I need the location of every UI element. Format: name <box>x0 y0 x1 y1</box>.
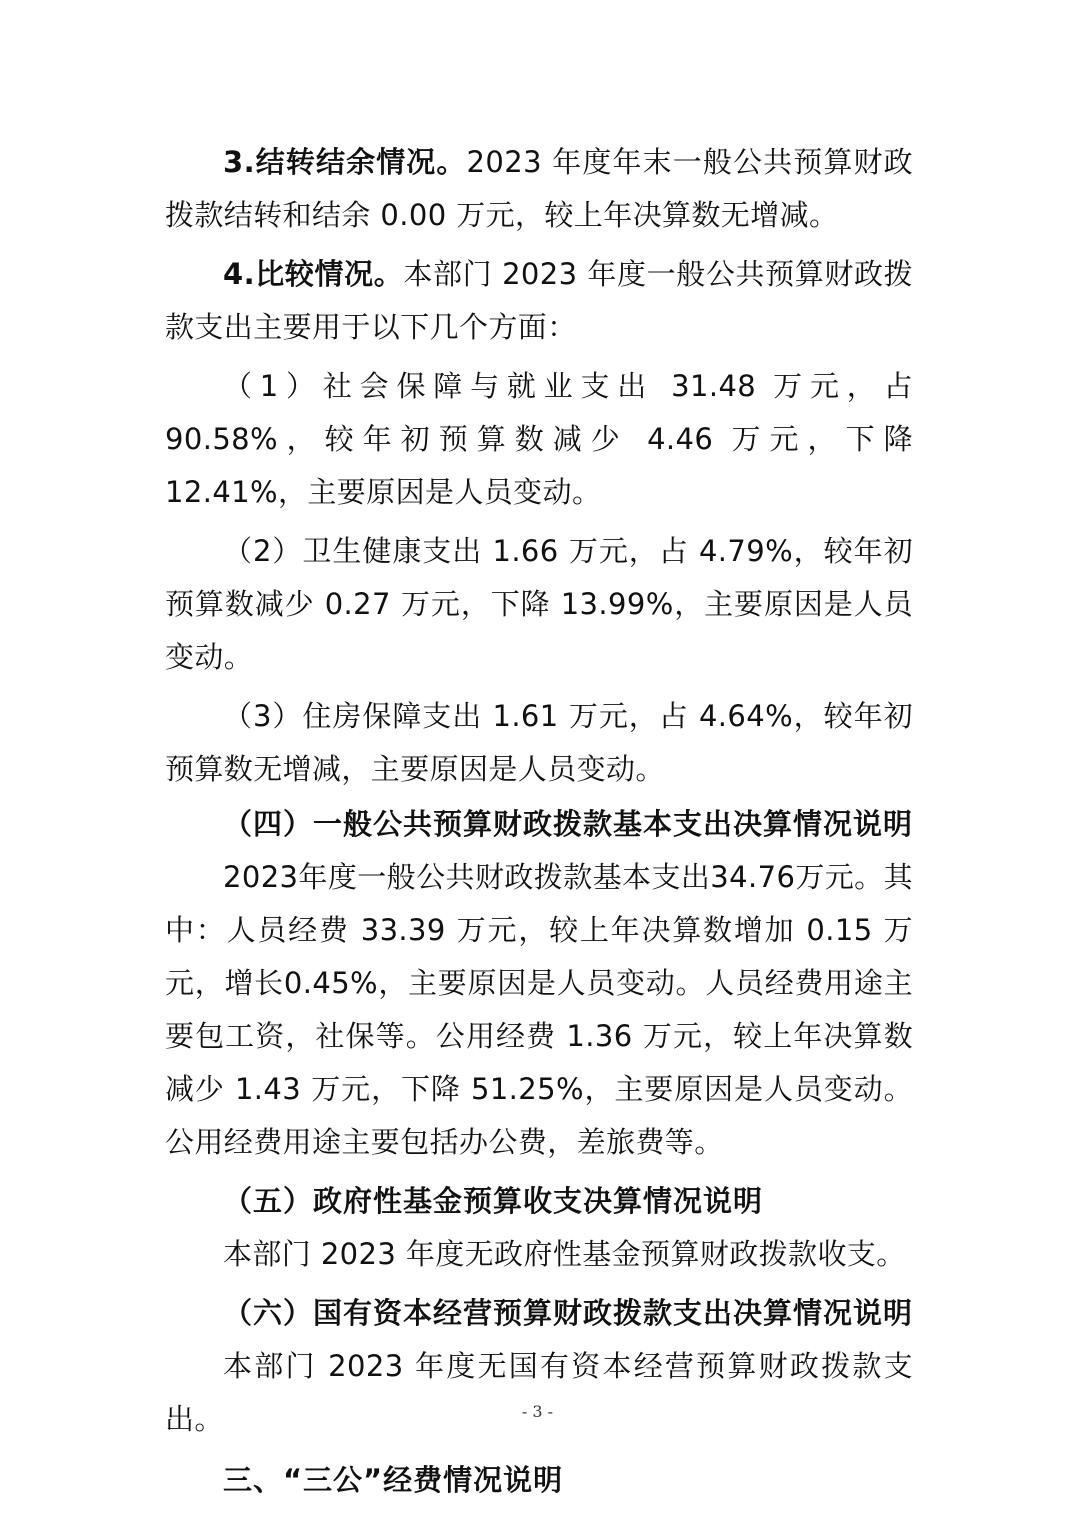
paragraph-health: （2）卫生健康支出 1.66 万元，占 4.79%，较年初预算数减少 0.27 万元，下降 13.99%，主要原因是人员变动。 <box>165 534 913 674</box>
paragraph-housing: （3）住房保障支出 1.61 万元，占 4.64%，较年初预算数无增减，主要原因是人员变动。 <box>165 699 913 786</box>
paragraph-lead-carryover: 3.结转结余情况。 <box>223 145 467 179</box>
paragraph-basic-expenditure: 2023年度一般公共财政拨款基本支出34.76万元。其中：人员经费 33.39 万元，较上年决算数增加 0.15 万元，增长0.45%，主要原因是人员变动。人员经费用途主要包工资，社保等。公用经费 1.36 万元，较上年决算数减少 1.43 万元，下降 51.25%，主要原因是人员变动。公用经费用途主要包括办公费，差旅费等。 <box>165 860 913 1159</box>
paragraph-state-capital: 本部门 2023 年度无国有资本经营预算财政拨款支出。 <box>165 1349 913 1436</box>
paragraph-lead-comparison: 4.比较情况。 <box>223 257 404 291</box>
section-heading-three-public: 三、“三公”经费情况说明 <box>223 1463 564 1497</box>
paragraph-social-security: （1）社会保障与就业支出 31.48 万元，占 90.58%，较年初预算数减少 4.46 万元，下降 12.41%，主要原因是人员变动。 <box>165 369 913 509</box>
document-body <box>165 136 913 1507</box>
section-heading-state-capital: （六）国有资本经营预算财政拨款支出决算情况说明 <box>223 1296 914 1330</box>
page-number: - 3 - <box>521 1402 554 1421</box>
paragraph-text-carryover: 2023 年度年末一般公共预算财政拨款结转和结余 0.00 万元，较上年决算数无增减。 <box>165 145 913 232</box>
paragraph-carryover-balance <box>165 136 913 242</box>
section-heading-government-fund: （五）政府性基金预算收支决算情况说明 <box>223 1184 764 1218</box>
paragraph-text-comparison: 本部门 2023 年度一般公共预算财政拨款支出主要用于以下几个方面： <box>165 257 913 344</box>
section-heading-basic-expenditure: （四）一般公共预算财政拨款基本支出决算情况说明 <box>223 807 914 841</box>
paragraph-government-fund: 本部门 2023 年度无政府性基金预算财政拨款收支。 <box>223 1237 906 1271</box>
paragraph-comparison <box>165 248 913 354</box>
